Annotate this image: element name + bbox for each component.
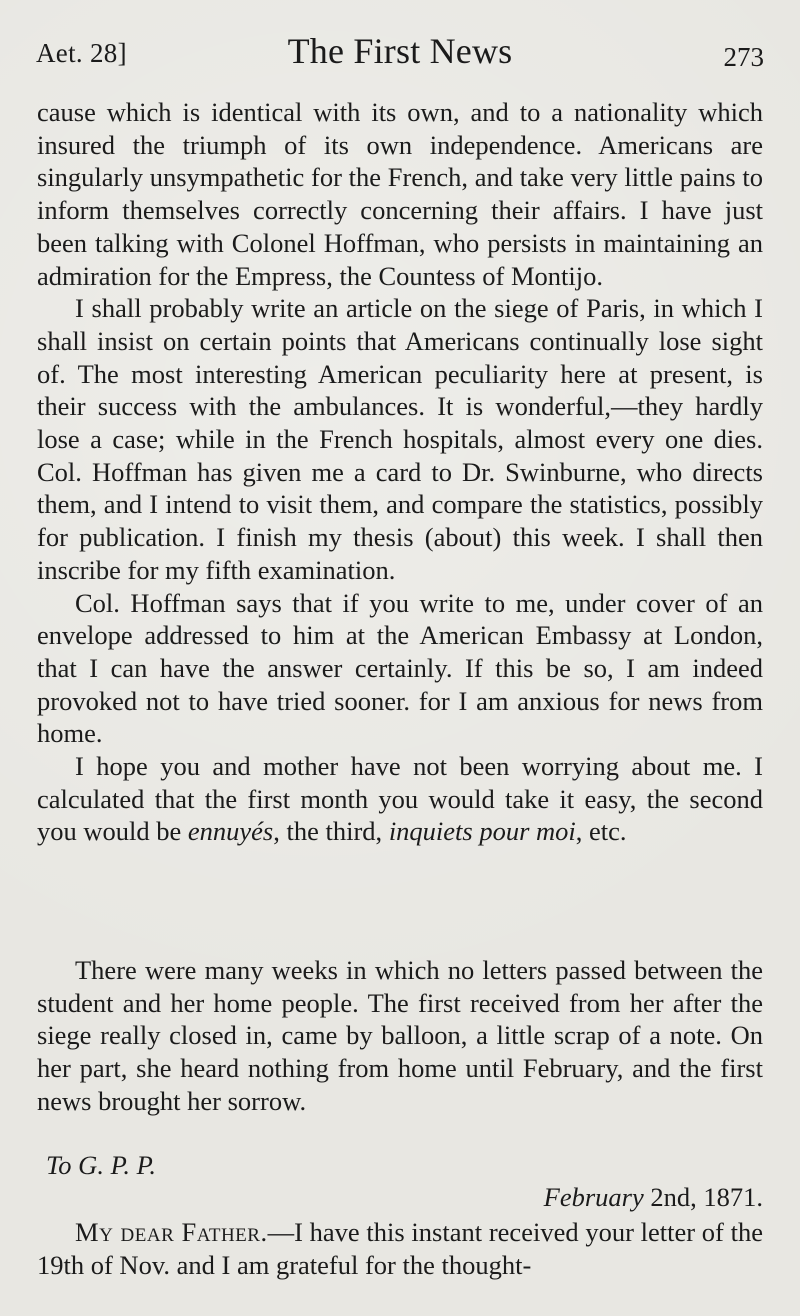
header-chapter-title: The First News <box>287 31 513 71</box>
paragraph-3: Col. Hoffman says that if you write to me, under cover of an envelope addressed to him at the American Embassy at London, that I can have the answer certainly. If this be so, I am indeed provoked not to have tried sooner. for I am anxious for news from home. <box>37 587 763 749</box>
paragraph-4 <box>37 750 763 848</box>
page-number: 273 <box>723 42 764 72</box>
letter-date-month: February <box>543 1182 644 1212</box>
letter-opening-block <box>37 1216 763 1281</box>
narrative-block <box>37 954 763 1118</box>
paragraph-4-italic-2: inquiets pour moi <box>388 816 576 847</box>
paragraph-4-text-b: , the third, <box>273 816 389 847</box>
running-header <box>36 30 764 78</box>
paragraph-4-text-c: , etc. <box>575 816 627 847</box>
letter-date-rest: 2nd, 1871. <box>643 1182 763 1212</box>
letter-date <box>544 1182 763 1213</box>
paragraph-5: There were many weeks in which no letters passed between the student and her home people. The first received from her after the siege really closed in, came by balloon, a little scrap of a note. On her part, she heard nothing from home until February, and the first news brought her sorrow. <box>37 955 763 1116</box>
letter-opening-text: —I have this instant received your letter of the 19th of Nov. and I am grateful for the thought- <box>37 1217 763 1280</box>
header-age-marker: Aet. 28] <box>36 38 127 68</box>
letter-salutation: My dear Father. <box>75 1217 268 1247</box>
paragraph-4-text-a: I hope you and mother have not been worrying about me. I calculated that the first month you would take it easy, the second you would be <box>37 751 763 847</box>
letter-text-block <box>37 96 763 848</box>
letter-recipient: To G. P. P. <box>46 1150 156 1180</box>
letter-opening-paragraph <box>37 1216 763 1281</box>
paragraph-2: I shall probably write an article on the siege of Paris, in which I shall insist on certain points that Americans continually lose sight of. The most interesting American peculiarity here at present, is their success with the ambulances. It is wonderful,—they hardly lose a case; while in the French hospitals, almost every one dies. Col. Hoffman has given me a card to Dr. Swinburne, who directs them, and I intend to visit them, and compare the statistics, possibly for publication. I finish my thesis (about) this week. I shall then inscribe for my fifth examination. <box>37 293 763 585</box>
paragraph-1: cause which is identical with its own, and to a nationality which insured the triumph of its own independence. Americans are singularly unsympathetic for the French, and take very little pains to inform themselves correctly concerning their affairs. I have just been talking with Colonel Hoffman, who persists in maintaining an admiration for the Empress, the Countess of Montijo. <box>37 97 763 291</box>
paragraph-4-italic-1: ennuyés <box>187 816 274 847</box>
